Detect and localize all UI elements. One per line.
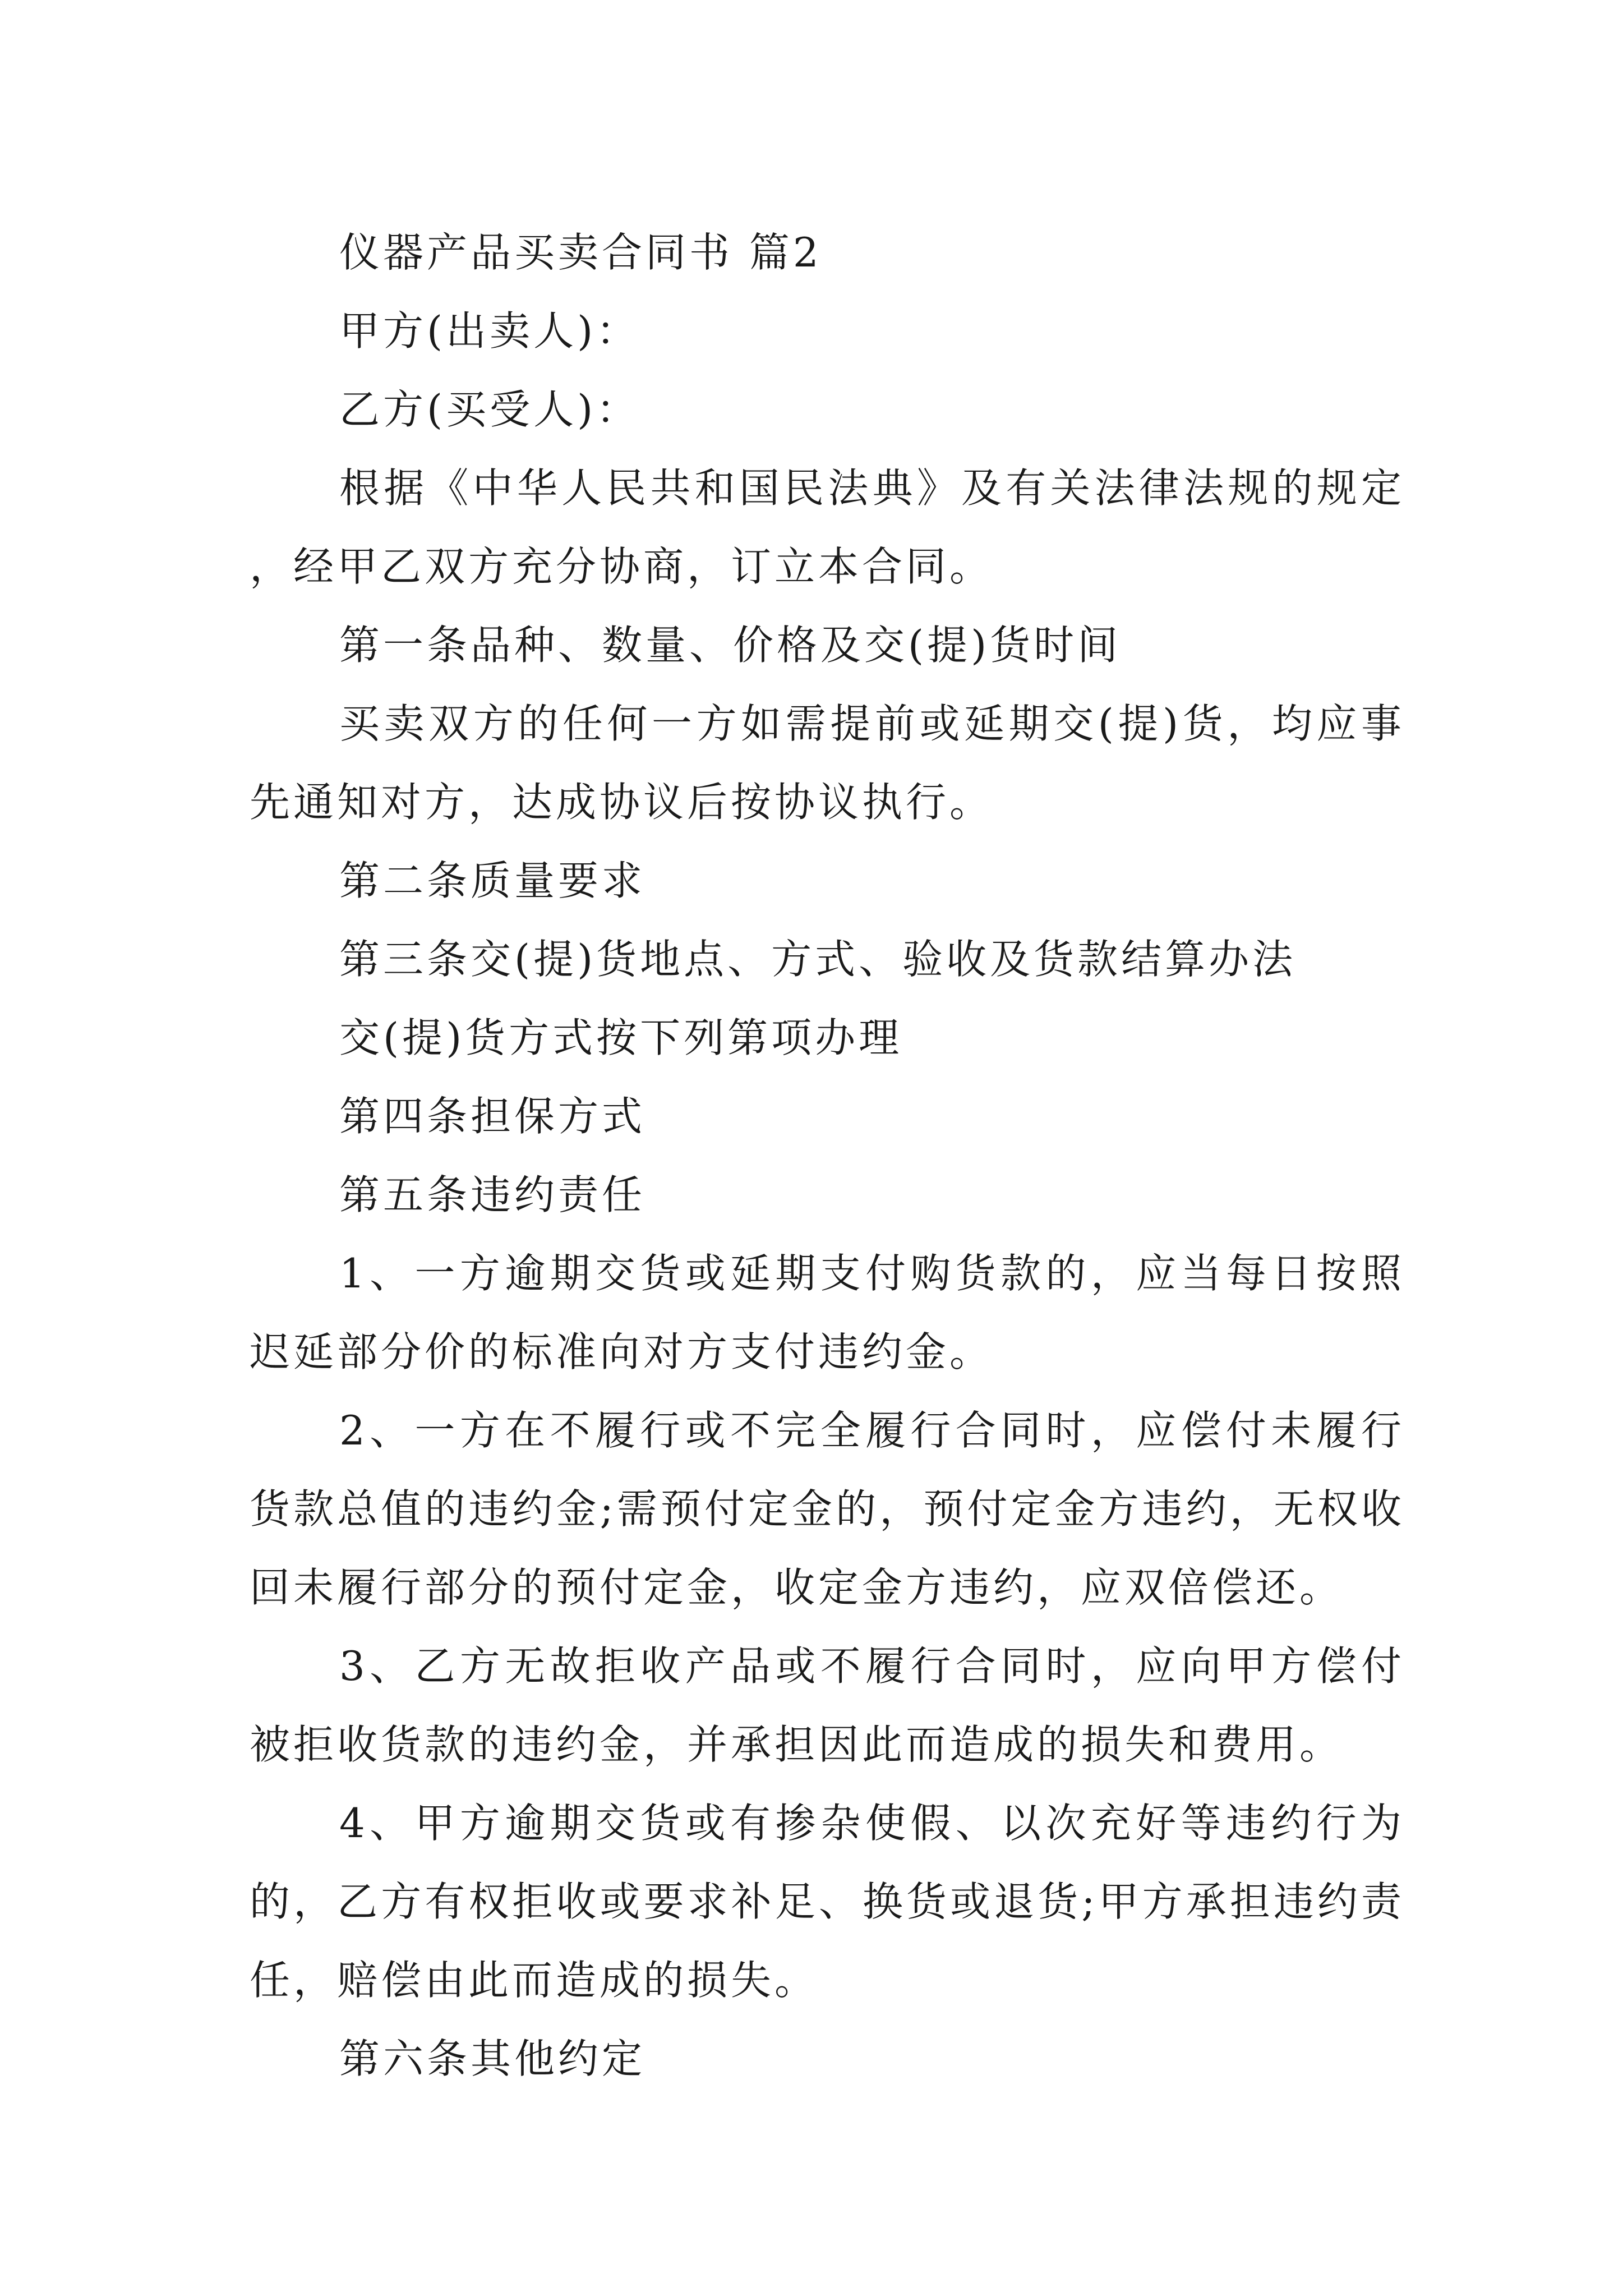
document-page [250, 213, 1405, 2098]
article5-item-2: 2、一方在不履行或不完全履行合同时，应偿付未履行货款总值的违约金;需预付定金的，预付定金方违约，无权收回未履行部分的预付定金，收定金方违约，应双倍偿还。 [250, 1407, 1405, 1611]
article1-heading: 第一条品种、数量、价格及交(提)货时间 [339, 622, 1122, 669]
article5-heading: 第五条违约责任 [339, 1171, 646, 1218]
article4-heading: 第四条担保方式 [339, 1093, 646, 1140]
article5-item-4: 4、甲方逾期交货或有掺杂使假、以次充好等违约行为的，乙方有权拒收或要求补足、换货或退货;甲方承担违约责任，赔偿由此而造成的损失。 [250, 1800, 1405, 2004]
article5-item-3: 3、乙方无故拒收产品或不履行合同时，应向甲方偿付被拒收货款的违约金，并承担因此而造成的损失和费用。 [250, 1642, 1405, 1768]
party-a-label: 甲方(出卖人)： [339, 307, 640, 355]
article3-heading: 第三条交(提)货地点、方式、验收及货款结算办法 [339, 936, 1297, 983]
article2-heading: 第二条质量要求 [339, 857, 646, 904]
party-b-label: 乙方(买受人)： [339, 386, 640, 433]
document-title: 仪器产品买卖合同书 篇2 [339, 229, 822, 276]
article6-heading: 第六条其他约定 [339, 2035, 646, 2082]
article5-item-1: 1、一方逾期交货或延期支付购货款的，应当每日按照迟延部分价的标准向对方支付违约金。 [250, 1250, 1405, 1375]
intro-paragraph: 根据《中华人民共和国民法典》及有关法律法规的规定，经甲乙双方充分协商，订立本合同。 [250, 464, 1405, 590]
article3-paragraph: 交(提)货方式按下列第项办理 [339, 1014, 903, 1061]
article1-paragraph: 买卖双方的任何一方如需提前或延期交(提)货，均应事先通知对方，达成协议后按协议执行。 [250, 700, 1405, 826]
